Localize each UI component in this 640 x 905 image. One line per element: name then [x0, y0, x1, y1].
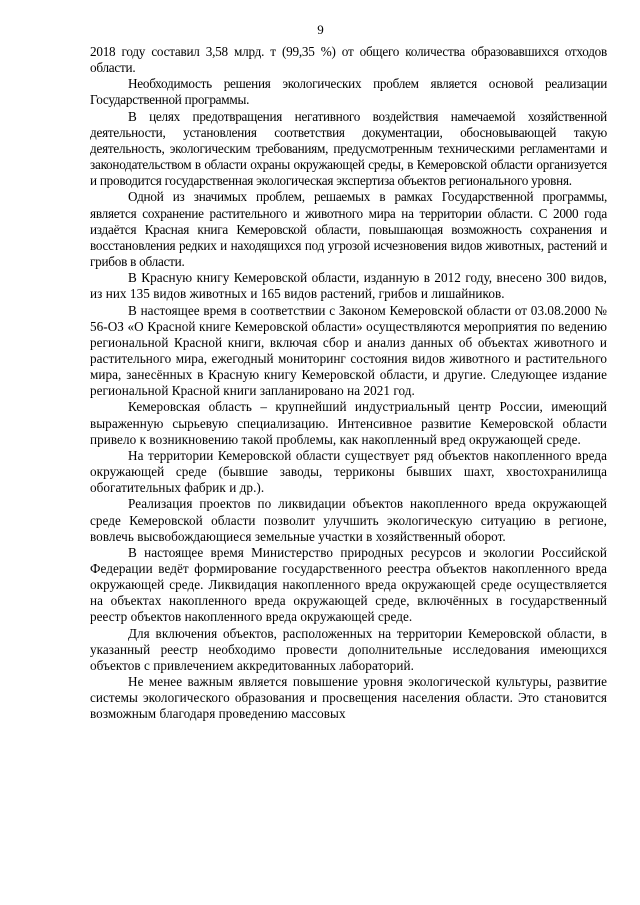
paragraph-ecological-culture: Не менее важным является повышение уровня экологической культуры, развитие системы экологического образования и просвещения населения области. Это становится возможным благодаря проведению массовых: [90, 674, 607, 722]
paragraph-liquidation-projects: Реализация проектов по ликвидации объектов накопленного вреда окружающей среде Кемеровской области позволит улучшить экологическую ситуацию в регионе, вовлечь высвобождающиеся земельные участки в хозяйственный оборот.: [90, 496, 607, 544]
paragraph-red-book-law: В настоящее время в соответствии с Законом Кемеровской области от 03.08.2000 № 56-ОЗ «О Красной книге Кемеровской области» осуществляются мероприятия по ведению региональной Красной книги, включая сбор и анализ данных об объектах животного и растительного мира, ежегодный мониторинг состояния видов животного и растительного мира, занесённых в Красную книгу Кемеровской области, и другие. Следующее издание региональной Красной книги запланировано на 2021 год.: [90, 302, 607, 399]
paragraph-industrial-center: Кемеровская область – крупнейший индустриальный центр России, имеющий выраженную сырьевую специализацию. Интенсивное развитие Кемеровской области привело к возникновению такой проблемы, как накопленный вред окружающей среде.: [90, 399, 607, 447]
paragraph-state-registry: В настоящее время Министерство природных ресурсов и экологии Российской Федерации ведёт формирование государственного реестра объектов накопленного вреда окружающей среде. Ликвидация накопленного вреда окружающей среде осуществляется на объектах накопленного вреда окружающей среде, включённых в государственный реестр объектов накопленного вреда окружающей среде.: [90, 544, 607, 625]
paragraph-red-book-species: В Красную книгу Кемеровской области, изданную в 2012 году, внесено 300 видов, из них 135 видов животных и 165 видов растений, грибов и лишайников.: [90, 270, 607, 302]
paragraph-ecological-problems: Необходимость решения экологических проблем является основой реализации Государственной программы.: [90, 76, 607, 108]
paragraph-accumulated-harm-objects: На территории Кемеровской области существует ряд объектов накопленного вреда окружающей среде (бывшие заводы, терриконы бывших шахт, хвостохранилища обогатительных фабрик и др.).: [90, 447, 607, 496]
paragraph-waste-statistics: 2018 году составил 3,58 млрд. т (99,35 %) от общего количества образовавшихся отходов области.: [90, 44, 607, 76]
paragraph-registry-inclusion: Для включения объектов, расположенных на территории Кемеровской области, в указанный реестр необходимо провести дополнительные исследования имеющихся объектов с привлечением аккредитованных лабораторий.: [90, 625, 607, 673]
document-body: [90, 44, 607, 723]
paragraph-red-book-conservation: Одной из значимых проблем, решаемых в рамках Государственной программы, является сохранение растительного и животного мира на территории области. С 2000 года издаётся Красная книга Кемеровской области, повышающая возможность сохранения и восстановления редких и находящихся под угрозой исчезновения видов животных, растений и грибов в области.: [90, 189, 607, 270]
page-number: 9: [317, 22, 324, 37]
paragraph-ecological-expertise: В целях предотвращения негативного воздействия намечаемой хозяйственной деятельности, установления соответствия документации, обосновывающей такую деятельность, экологическим требованиям, предусмотренным техническими регламентами и законодательством в области охраны окружающей среды, в Кемеровской области организуется и проводится государственная экологическая экспертиза объектов регионального уровня.: [90, 108, 607, 189]
